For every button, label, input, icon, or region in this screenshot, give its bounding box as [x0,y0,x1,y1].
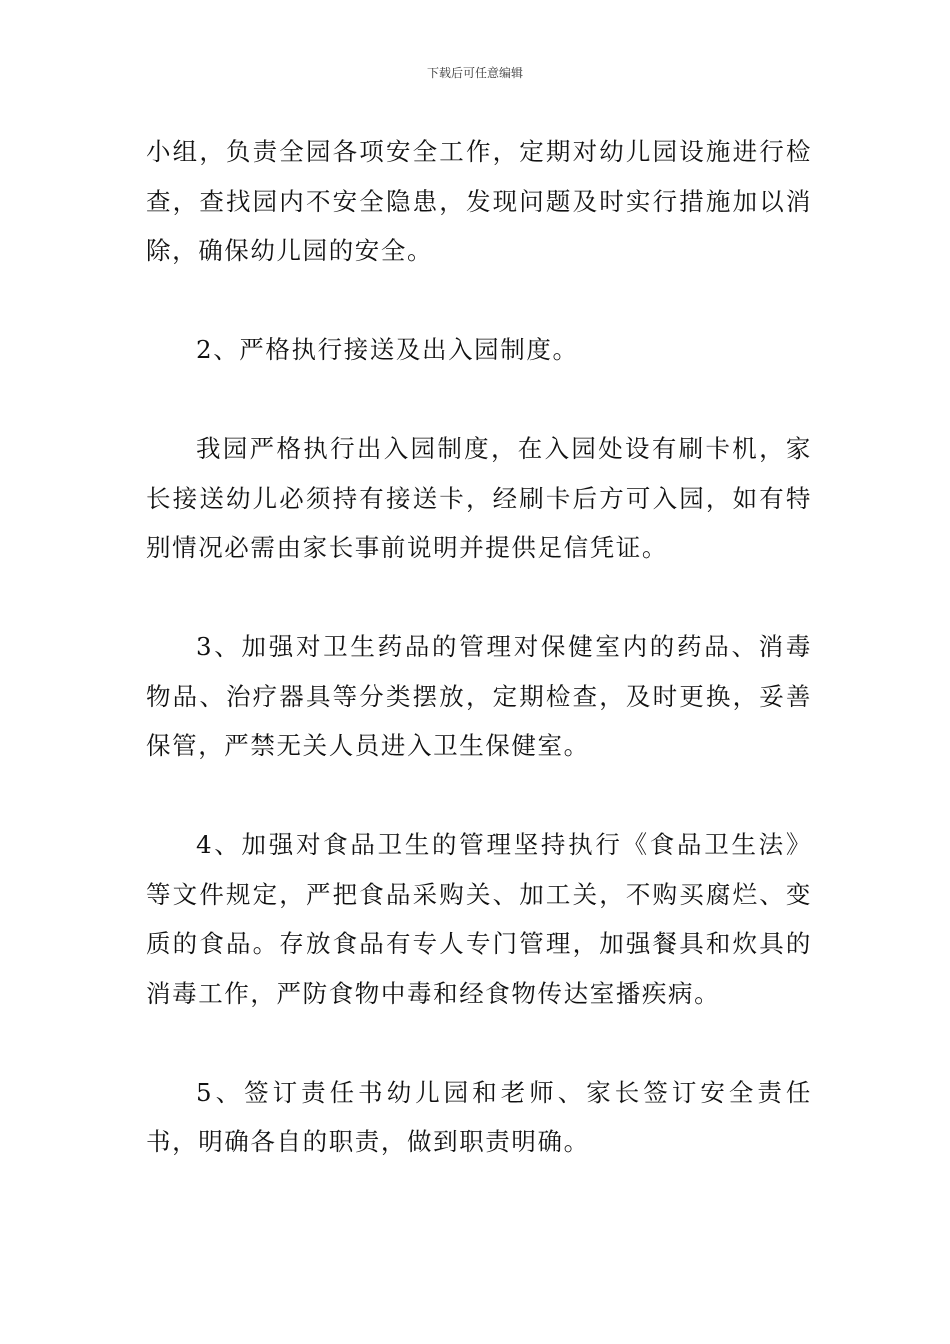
paragraph-gap [146,573,812,623]
paragraph-gap [146,771,812,821]
page-header: 下载后可任意编辑 [426,66,523,80]
paragraph-item-3: 3、加强对卫生药品的管理对保健室内的药品、消毒物品、治疗器具等分类摆放，定期检查，及时更换，妥善保管，严禁无关人员进入卫生保健室。 [146,632,812,760]
paragraph-item-4: 4、加强对食品卫生的管理坚持执行《食品卫生法》等文件规定，严把食品采购关、加工关，不购买腐烂、变质的食品。存放食品有专人专门管理，加强餐具和炊具的消毒工作，严防食物中毒和经食物传达室播疾病。 [146,830,812,1008]
paragraph-item-2-body: 我园严格执行出入园制度，在入园处设有刷卡机，家长接送幼儿必须持有接送卡，经刷卡后方可入园，如有特别情况必需由家长事前说明并提供足信凭证。 [146,434,812,562]
paragraph-gap [146,1018,812,1068]
paragraph-continuation: 小组，负责全园各项安全工作，定期对幼儿园设施进行检查，查找园内不安全隐患，发现问题及时实行措施加以消除，确保幼儿园的安全。 [146,137,812,265]
document-body [146,127,812,1167]
paragraph-item-2-heading: 2、严格执行接送及出入园制度。 [196,335,579,364]
paragraph-gap [146,276,812,326]
paragraph-gap [146,375,812,425]
paragraph-item-5: 5、签订责任书幼儿园和老师、家长签订安全责任书，明确各自的职责，做到职责明确。 [146,1077,812,1156]
